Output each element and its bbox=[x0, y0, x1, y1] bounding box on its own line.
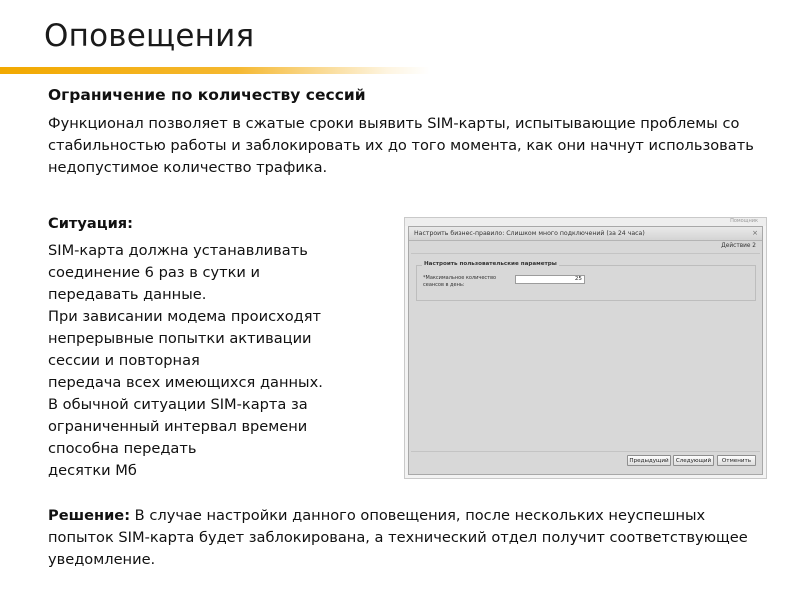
divider bbox=[411, 253, 760, 254]
step-indicator: Действие 2 bbox=[721, 243, 756, 249]
situation-line: десятки Мб bbox=[48, 462, 137, 479]
next-button[interactable]: Следующий bbox=[673, 455, 714, 466]
situation-line: соединение 6 раз в сутки и bbox=[48, 264, 261, 281]
solution-text: В случае настройки данного оповещения, после нескольких неуспешных попыток SIM-карта будет заблокирована, а технический отдел получит соответствующее уведомление. bbox=[48, 507, 748, 568]
max-sessions-input[interactable]: 25 bbox=[515, 275, 585, 284]
situation-line: При зависании модема происходят bbox=[48, 308, 322, 325]
situation-line: SIM-карта должна устанавливать bbox=[48, 242, 308, 259]
title-accent-bar bbox=[0, 67, 430, 74]
close-icon[interactable]: × bbox=[752, 229, 758, 237]
situation-line: непрерывные попытки активации bbox=[48, 330, 312, 347]
cancel-button[interactable]: Отменить bbox=[717, 455, 756, 466]
intro-paragraph: Функционал позволяет в сжатые сроки выявить SIM-карты, испытывающие проблемы со стабильностью работы и заблокировать их до того момента, как они начнут использовать недопустимое количество трафика. bbox=[48, 115, 754, 176]
business-rule-dialog bbox=[408, 226, 763, 475]
situation-line: сессии и повторная bbox=[48, 352, 200, 369]
situation-heading: Ситуация: bbox=[48, 215, 134, 232]
max-sessions-label: *Максимальное количество сеансов в день: bbox=[423, 275, 497, 288]
solution-label: Решение: bbox=[48, 507, 131, 524]
screenshot-top-strip bbox=[405, 218, 766, 226]
situation-line: В обычной ситуации SIM-карта за bbox=[48, 396, 308, 413]
situation-line: передача всех имеющихся данных. bbox=[48, 374, 323, 391]
dialog-title bbox=[409, 227, 762, 241]
custom-parameters-fieldset bbox=[416, 261, 756, 301]
situation-line: способна передать bbox=[48, 440, 197, 457]
solution-paragraph bbox=[48, 505, 768, 571]
divider bbox=[411, 451, 760, 452]
helper-link[interactable]: Помощник bbox=[730, 218, 758, 224]
dialog-title-text: Настроить бизнес-правило: Слишком много подключений (за 24 часа) bbox=[414, 230, 645, 237]
previous-button[interactable]: Предыдущий bbox=[627, 455, 671, 466]
fieldset-legend: Настроить пользовательские параметры bbox=[424, 261, 557, 267]
embedded-screenshot bbox=[404, 217, 767, 479]
situation-text bbox=[48, 240, 393, 482]
situation-line: передавать данные. bbox=[48, 286, 207, 303]
situation-line: ограниченный интервал времени bbox=[48, 418, 308, 435]
page-title: Оповещения bbox=[44, 18, 255, 54]
section-subtitle: Ограничение по количеству сессий bbox=[48, 86, 366, 104]
